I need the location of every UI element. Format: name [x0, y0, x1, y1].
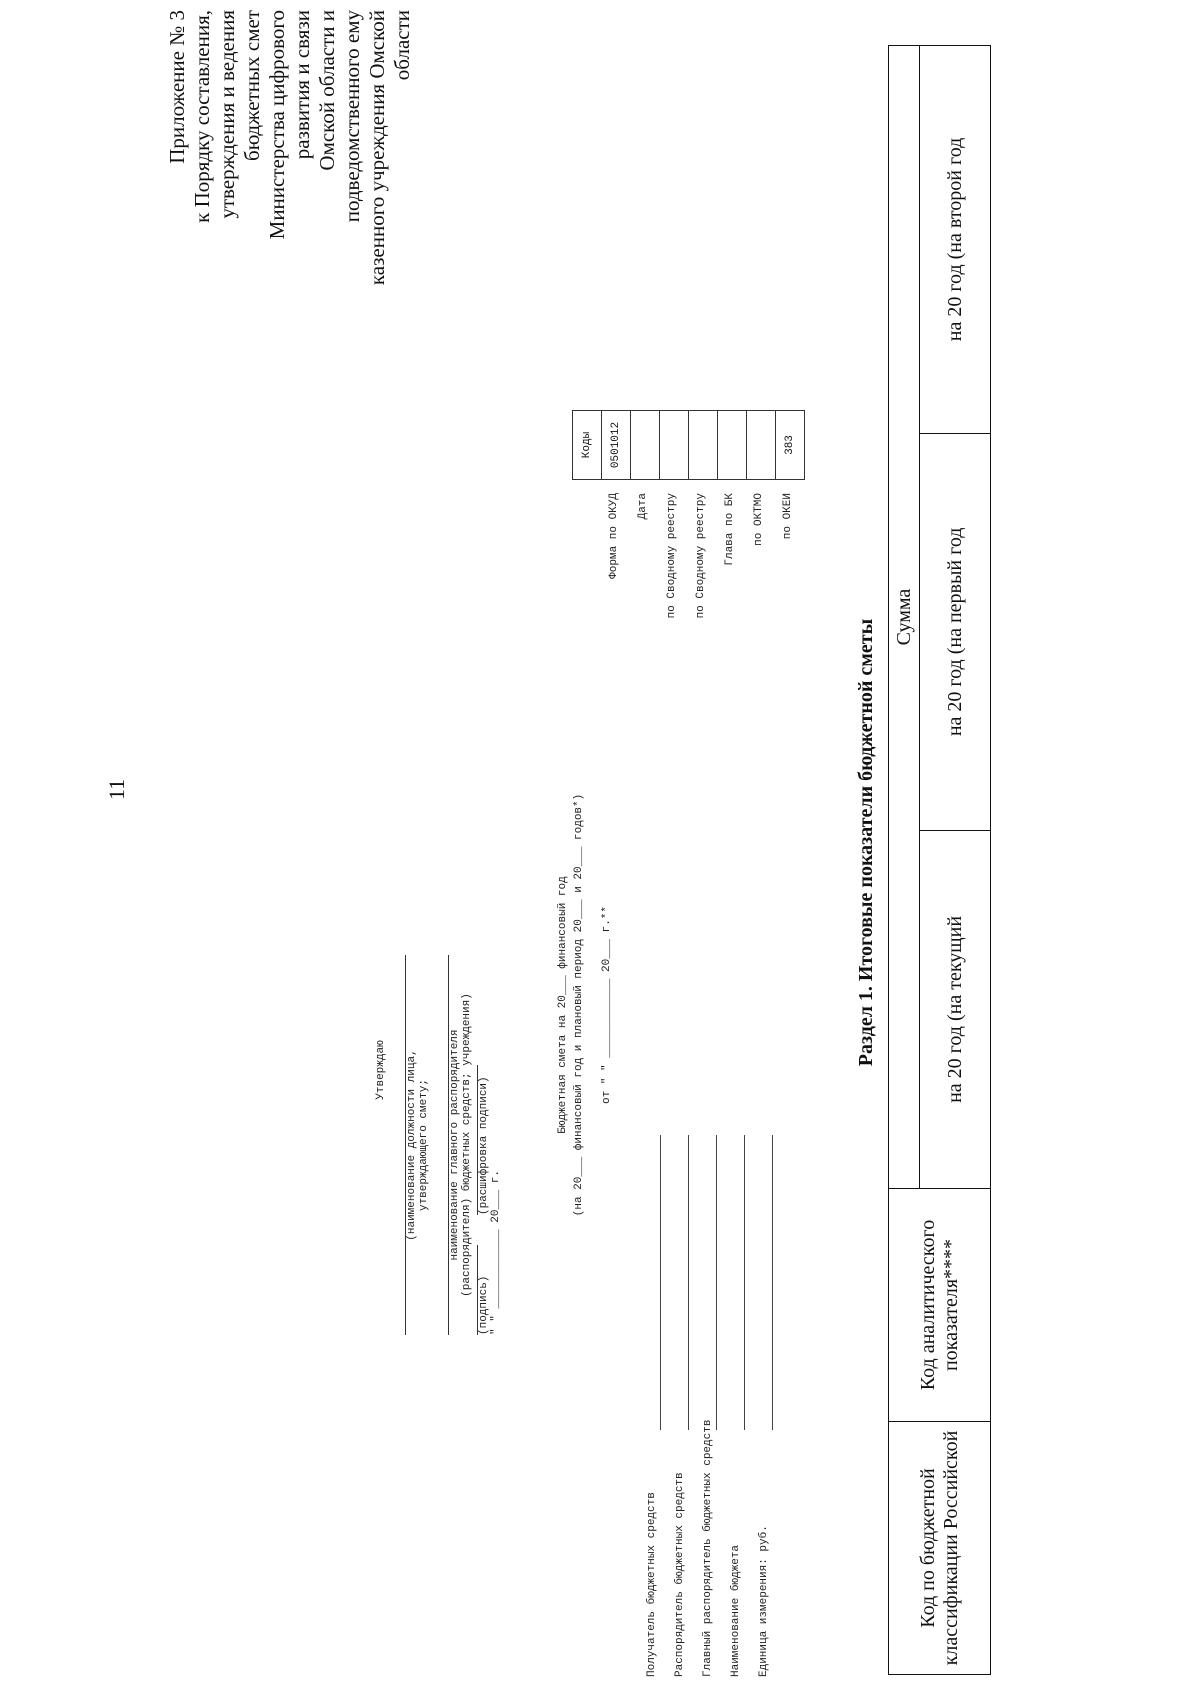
appendix-header — [165, 10, 415, 290]
manager-caption-1: наименование главного распорядителя — [449, 1029, 461, 1261]
codes-header: Коды — [573, 411, 602, 480]
section-title: Раздел 1. Итоговые показатели бюджетной сметы — [855, 618, 877, 1067]
decoding-caption: (расшифровка подписи) — [477, 1065, 490, 1215]
manager-caption-2: (распорядителя) бюджетных средств; учреждения) — [461, 993, 473, 1297]
estimate-line-3: от " " ____________ 20___ г.** — [601, 905, 613, 1105]
code-cell: 0501012 — [602, 411, 631, 480]
recipient-fields — [640, 1145, 780, 1685]
code-label: Дата — [637, 493, 649, 520]
code-cell — [660, 411, 689, 480]
code-cell — [631, 411, 660, 480]
page-number: 11 — [104, 778, 129, 800]
approve-date: " " ____________ 20___ г. — [490, 1169, 502, 1335]
appendix-line: Омской области и подведомственного ему — [315, 10, 364, 223]
col-sum-header: Сумма — [889, 46, 920, 1189]
col-sum-current: на 20 год (на текущий — [920, 830, 991, 1188]
code-cell — [747, 411, 776, 480]
official-caption-2: утверждающего смету; — [418, 1078, 430, 1212]
code-label: Форма по ОКУД — [608, 493, 620, 579]
appendix-line: Приложение № 3 — [165, 10, 189, 164]
signature-row — [477, 955, 490, 1335]
col-sum-second: на 20 год (на второй год — [920, 46, 991, 434]
col-sum-first: на 20 год (на первый год — [920, 433, 991, 830]
appendix-line: казенного учреждения Омской области — [365, 10, 414, 286]
appendix-line: к Порядку составления, — [190, 10, 214, 223]
approve-title: Утверждаю — [375, 1040, 387, 1100]
code-label: по Сводному реестру — [666, 493, 678, 619]
codes-table — [572, 410, 805, 480]
code-labels — [600, 485, 803, 685]
code-label: Глава по БК — [724, 493, 736, 566]
code-cell: 383 — [776, 411, 805, 480]
appendix-line: утверждения и ведения бюджетных смет — [215, 10, 264, 219]
estimate-line-2: (на 20___ финансовый год и плановый период 20___ и 20___ годов*) — [573, 793, 585, 1217]
estimate-line-1: Бюджетная смета на 20___ финансовый год — [557, 876, 569, 1134]
code-label: по ОКТМО — [753, 493, 765, 546]
col-analytic-code: Код аналитического показателя**** — [889, 1189, 991, 1422]
official-line — [387, 955, 406, 1335]
code-label: по Сводному реестру — [695, 493, 707, 619]
estimate-title — [555, 765, 615, 1245]
approval-block — [375, 955, 502, 1335]
code-label: по ОКЕИ — [782, 493, 794, 540]
budget-summary-table — [888, 45, 991, 1675]
code-cell — [718, 411, 747, 480]
field-row: Получатель бюджетных средств — [640, 1145, 668, 1685]
field-row: Главный распорядитель бюджетных средств — [696, 1145, 724, 1685]
field-row: Единица измерения: руб. — [752, 1145, 780, 1685]
code-cell — [689, 411, 718, 480]
official-caption-1: (наименование должности лица, — [406, 1049, 418, 1241]
appendix-line: Министерства цифрового развития и связи — [265, 10, 314, 240]
field-row: Наименование бюджета — [724, 1145, 752, 1685]
signature-caption: (подпись) — [477, 1245, 490, 1335]
manager-line — [430, 955, 449, 1335]
field-row: Распорядитель бюджетных средств — [668, 1145, 696, 1685]
col-budget-classification: Код по бюджетной классификации Российской — [889, 1422, 991, 1675]
